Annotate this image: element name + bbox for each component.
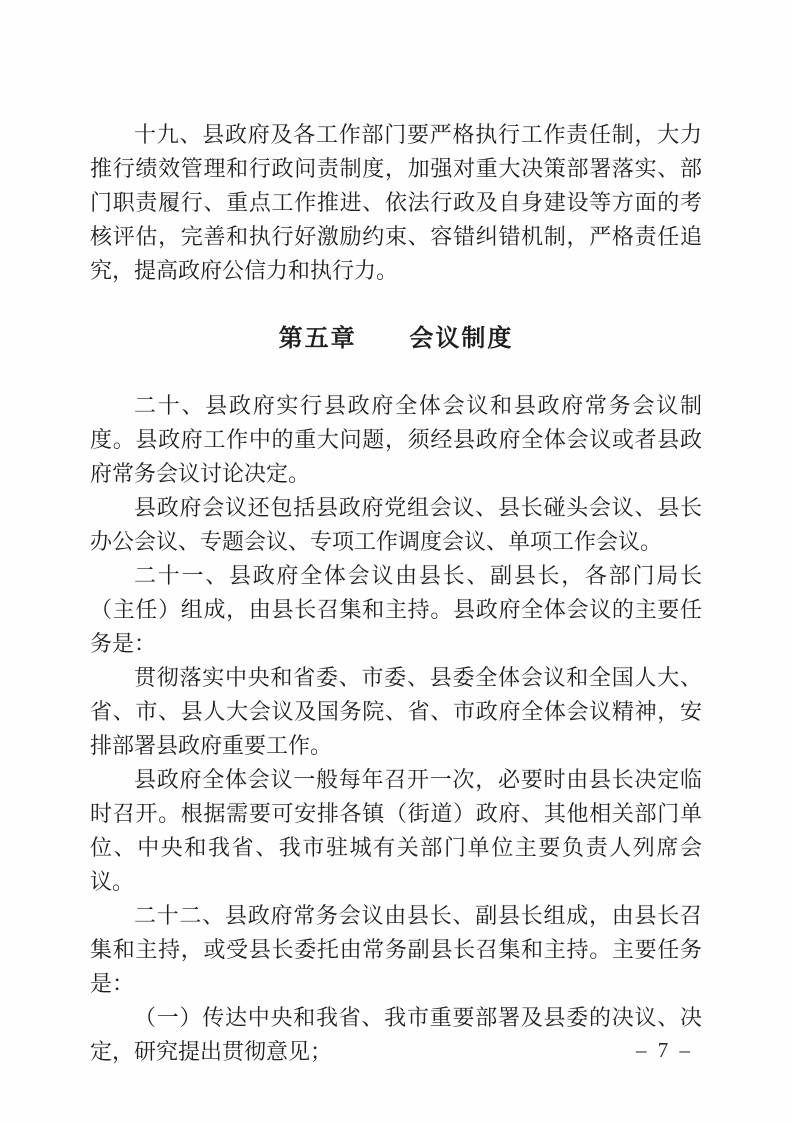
paragraph-other-meetings: 县政府会议还包括县政府党组会议、县长碰头会议、县长办公会议、专题会议、专项工作调度会议、单项工作会议。 [90,495,702,554]
chapter-title: 会议制度 [409,325,514,352]
document-body [90,118,702,1069]
paragraph-plenary-tasks: 贯彻落实中央和省委、市委、县委全体会议和全国人大、省、市、县人大会议及国务院、省、市政府全体会议精神，安排部署县政府重要工作。 [90,665,702,758]
paragraph-article-22: 二十二、县政府常务会议由县长、副县长组成，由县长召集和主持，或受县长委托由常务副县长召集和主持。主要任务是： [90,903,702,996]
paragraph-article-19: 十九、县政府及各工作部门要严格执行工作责任制，大力推行绩效管理和行政问责制度，加强对重大决策部署落实、部门职责履行、重点工作推进、依法行政及自身建设等方面的考核评估，完善和执行好激励约束、容错纠错机制，严格责任追究，提高政府公信力和执行力。 [90,122,702,283]
chapter-number: 第五章 [278,325,357,352]
paragraph-article-20: 二十、县政府实行县政府全体会议和县政府常务会议制度。县政府工作中的重大问题，须经县政府全体会议或者县政府常务会议讨论决定。 [90,393,702,486]
chapter-heading [90,322,702,356]
page-number: – 7 – [636,1038,693,1062]
paragraph-plenary-frequency: 县政府全体会议一般每年召开一次，必要时由县长决定临时召开。根据需要可安排各镇（街道）政府、其他相关部门单位、中央和我省、我市驻城有关部门单位主要负责人列席会议。 [90,767,702,894]
paragraph-article-21: 二十一、县政府全体会议由县长、副县长，各部门局长（主任）组成，由县长召集和主持。县政府全体会议的主要任务是： [90,563,702,656]
paragraph-task-item-1: （一）传达中央和我省、我市重要部署及县委的决议、决定，研究提出贯彻意见； [90,1005,702,1064]
page-footer [636,1036,693,1064]
